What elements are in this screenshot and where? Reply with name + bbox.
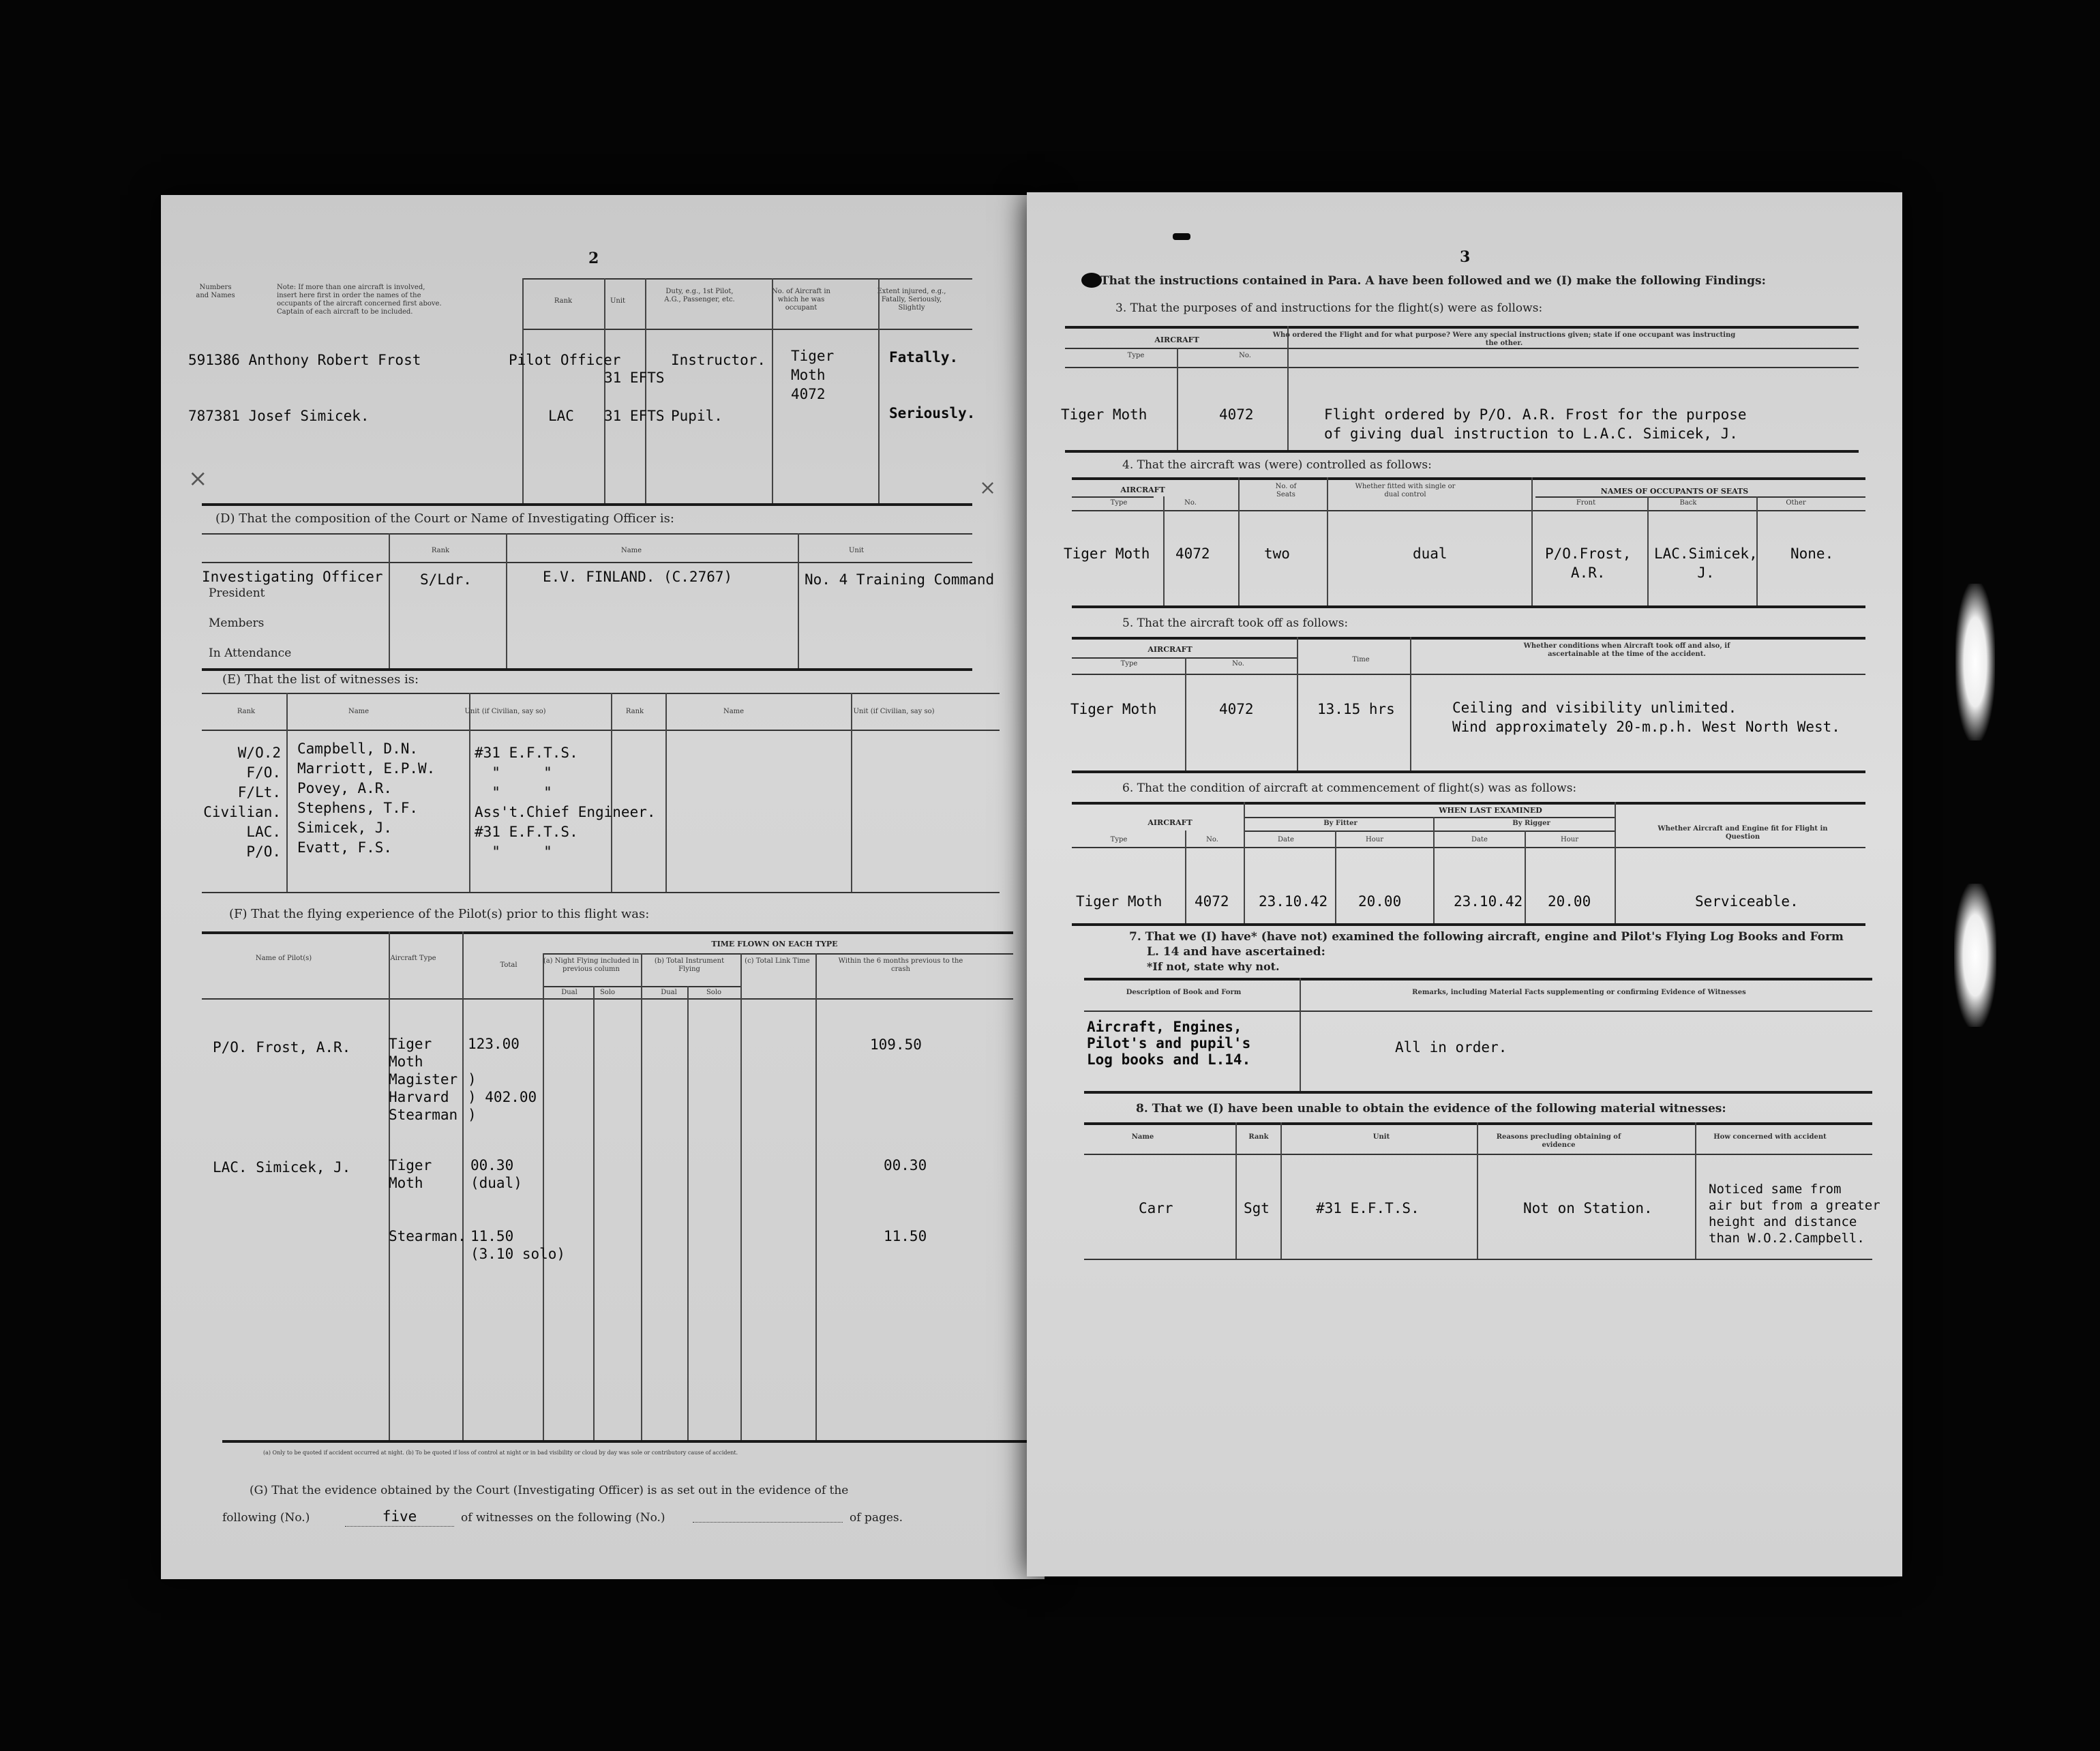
- footnotes: (a) Only to be quoted if accident occurred at night. (b) To be quoted if loss of control at night or in bad visibility or cloud by day was sole or contributory cause of accident.: [263, 1450, 738, 1456]
- person-duty: Pupil.: [671, 408, 723, 424]
- header-pilot-name: Name of Pilot(s): [255, 955, 312, 962]
- aircraft-type: Tiger Moth: [1070, 701, 1157, 717]
- aircraft-no: 4072: [1195, 893, 1229, 910]
- header-reasons: Reasons precluding obtaining of evidence: [1496, 1133, 1621, 1149]
- header-instrument: (b) Total Instrument Flying: [654, 957, 725, 973]
- section-g-following: following (No.): [222, 1511, 310, 1525]
- header-by-fitter: By Fitter: [1323, 820, 1358, 827]
- section-g-text: (G) That the evidence obtained by the Court (Investigating Officer) is as set out in the evidence of the: [250, 1484, 849, 1497]
- header-no: No.: [1184, 499, 1197, 507]
- aircraft-no: 4072: [1219, 701, 1254, 717]
- person-aircraft: Tiger Moth 4072: [791, 348, 835, 402]
- rigger-date: 23.10.42: [1454, 893, 1523, 910]
- section-6-title: 6. That the condition of aircraft at commencement of flight(s) was as follows:: [1122, 781, 1577, 795]
- takeoff-time: 13.15 hrs: [1317, 701, 1395, 717]
- weather-conditions: Ceiling and visibility unlimited. Wind approximately 20-m.p.h. West North West.: [1452, 700, 1840, 735]
- header-note: Note: If more than one aircraft is involved, insert here first in order the names of the occupants of the aircraft concerned first above. Captain of each aircraft to be included.: [277, 284, 442, 316]
- header-name: Name: [620, 547, 642, 554]
- person-extent: Seriously.: [889, 405, 976, 421]
- header-name: Name: [1131, 1133, 1154, 1141]
- header-seats: No. of Seats: [1275, 483, 1297, 498]
- glare-artifact: [1954, 884, 1996, 1027]
- header-when-last-examined: WHEN LAST EXAMINED: [1439, 806, 1542, 815]
- cross-mark: ⨯: [188, 465, 208, 492]
- header-hour: Hour: [1366, 836, 1383, 843]
- page-number: 3: [1460, 248, 1471, 266]
- header-aircraft: AIRCRAFT: [1148, 645, 1192, 654]
- person-unit: 31 EFTS: [604, 408, 665, 424]
- fitter-hour: 20.00: [1358, 893, 1402, 910]
- person-rank: LAC: [548, 408, 574, 424]
- findings-intro: That the instructions contained in Para. A have been followed and we (I) make the following Findings:: [1100, 274, 1766, 288]
- section-5-title: 5. That the aircraft took off as follows:: [1122, 616, 1349, 630]
- witness-how-concerned: Noticed same from air but from a greater height and distance than W.O.2.Campbell.: [1709, 1182, 1880, 1246]
- header-unit: Unit (if Civilian, say so): [464, 708, 546, 715]
- section-g-of-pages: of pages.: [850, 1511, 903, 1525]
- aircraft-type: Tiger Moth: [1061, 406, 1148, 423]
- header-rank: Rank: [625, 708, 644, 715]
- pilot-name: LAC. Simicek, J.: [213, 1159, 351, 1176]
- officer-unit: No. 4 Training Command: [805, 571, 995, 588]
- person-duty: Instructor.: [671, 352, 766, 368]
- witness-units: #31 E.F.T.S. " " " " Ass't.Chief Engineer. #31 E.F.T.S. " ": [475, 745, 656, 860]
- section-7-title-line2: L. 14 and have ascertained:: [1147, 945, 1325, 959]
- header-no: No.: [1239, 352, 1251, 359]
- header-hour: Hour: [1561, 836, 1578, 843]
- header-aircraft-no: No. of Aircraft in which he was occupant: [772, 288, 830, 312]
- header-total: Total: [500, 961, 518, 969]
- pilot-within-6-months: 00.30 11.50: [884, 1157, 927, 1244]
- header-night: (a) Night Flying included in previous column: [543, 957, 640, 973]
- header-how-concerned: How concerned with accident: [1713, 1133, 1827, 1141]
- occupant-front: P/O.Frost, A.R.: [1545, 545, 1632, 581]
- serviceable-status: Serviceable.: [1695, 893, 1799, 910]
- aircraft-no: 4072: [1175, 545, 1210, 562]
- header-control: Whether fitted with single or dual control: [1355, 483, 1456, 498]
- header-extent: Extent injured, e.g., Fatally, Seriously, Slightly: [877, 288, 946, 312]
- header-by-rigger: By Rigger: [1512, 820, 1550, 827]
- header-no: No.: [1206, 836, 1218, 843]
- right-page: [1027, 192, 1902, 1576]
- pilot-name: P/O. Frost, A.R.: [213, 1039, 351, 1056]
- header-aircraft: AIRCRAFT: [1120, 485, 1165, 494]
- aircraft-type: Tiger Moth: [1064, 545, 1150, 562]
- header-link: (c) Total Link Time: [745, 957, 810, 965]
- header-unit: Unit: [848, 547, 865, 554]
- person-name: 591386 Anthony Robert Frost: [188, 352, 421, 368]
- header-rank: Rank: [1248, 1133, 1269, 1141]
- header-whether-fit: Whether Aircraft and Engine fit for Flight in Question: [1657, 825, 1828, 841]
- occupant-back: LAC.Simicek, J.: [1654, 545, 1758, 581]
- header-dual: Dual: [661, 989, 677, 996]
- header-rank: Rank: [431, 547, 450, 554]
- header-no: No.: [1232, 660, 1244, 668]
- header-duty: Duty, e.g., 1st Pilot, A.G., Passenger, etc.: [664, 288, 735, 303]
- header-solo: Solo: [599, 989, 616, 996]
- section-7-title: 7. That we (I) have* (have not) examined the following aircraft, engine and Pilot's Flying Log Books and Form: [1129, 930, 1844, 944]
- header-aircraft: AIRCRAFT: [1148, 818, 1192, 827]
- header-type: Type: [1127, 352, 1145, 359]
- header-time: Time: [1352, 656, 1370, 663]
- header-aircraft: AIRCRAFT: [1154, 335, 1199, 344]
- witness-rank: Sgt: [1244, 1200, 1270, 1216]
- header-name: Name: [723, 708, 745, 715]
- officer-name: E.V. FINLAND. (C.2767): [543, 569, 733, 585]
- section-e-title: (E) That the list of witnesses is:: [222, 672, 419, 687]
- left-page: [161, 195, 1045, 1579]
- header-within-6-months: Within the 6 months previous to the crash: [838, 957, 963, 973]
- pilot-totals: 00.30 (dual) 11.50 (3.10 solo): [470, 1157, 566, 1262]
- header-weather: Whether conditions when Aircraft took off and also, if ascertainable at the time of the accident.: [1523, 642, 1730, 658]
- section-7-note: *If not, state why not.: [1147, 960, 1280, 973]
- header-rank: Rank: [237, 708, 256, 715]
- header-front: Front: [1576, 499, 1596, 507]
- officer-rank: S/Ldr.: [420, 571, 472, 588]
- fitter-date: 23.10.42: [1259, 893, 1328, 910]
- header-numbers-names: Numbers and Names: [196, 284, 235, 299]
- header-name: Name: [348, 708, 370, 715]
- witness-unit: #31 E.F.T.S.: [1316, 1200, 1420, 1216]
- header-type: Type: [1110, 499, 1128, 507]
- person-unit: 31 EFTS: [604, 370, 665, 386]
- flight-purpose: Flight ordered by P/O. A.R. Frost for the purpose of giving dual instruction to L.A.C. Simicek, J.: [1324, 406, 1747, 442]
- header-who-ordered: Who ordered the Flight and for what purpose? Were any special instructions given; state if one occupant was instructing the other.: [1272, 331, 1736, 347]
- header-description: Description of Book and Form: [1126, 989, 1242, 996]
- time-flown-header: TIME FLOWN ON EACH TYPE: [711, 940, 838, 948]
- log-books-description: Aircraft, Engines, Pilot's and pupil's Log books and L.14.: [1087, 1019, 1251, 1068]
- header-type: Type: [1110, 836, 1128, 843]
- header-back: Back: [1679, 499, 1697, 507]
- header-unit: Unit (if Civilian, say so): [853, 708, 935, 715]
- aircraft-no: 4072: [1219, 406, 1254, 423]
- number-of-seats: two: [1264, 545, 1290, 562]
- pilot-within-6-months: 109.50: [870, 1036, 922, 1053]
- header-occupants: NAMES OF OCCUPANTS OF SEATS: [1600, 487, 1749, 496]
- aircraft-type: Tiger Moth: [1076, 893, 1162, 910]
- section-d-title: (D) That the composition of the Court or Name of Investigating Officer is:: [215, 511, 674, 526]
- log-books-remarks: All in order.: [1395, 1039, 1508, 1056]
- section-f-title: (F) That the flying experience of the Pilot(s) prior to this flight was:: [229, 907, 650, 921]
- section-3-title: 3. That the purposes of and instructions for the flight(s) were as follows:: [1115, 301, 1543, 315]
- glare-artifact: [1955, 584, 1995, 740]
- president-label: President: [209, 586, 265, 600]
- control-type: dual: [1413, 545, 1448, 562]
- header-unit: Unit: [610, 297, 626, 305]
- witness-ranks: W/O.2 F/O. F/Lt. Civilian. LAC. P/O.: [203, 745, 281, 860]
- person-rank: Pilot Officer: [509, 352, 621, 368]
- members-label: Members: [209, 616, 265, 630]
- header-remarks: Remarks, including Material Facts supplementing or confirming Evidence of Witnesses: [1412, 989, 1746, 996]
- section-8-title: 8. That we (I) have been unable to obtain the evidence of the following material witnesses:: [1136, 1102, 1726, 1116]
- header-date: Date: [1471, 836, 1488, 843]
- section-g-of-witnesses: of witnesses on the following (No.): [461, 1511, 665, 1525]
- pilot-aircraft-types: Tiger Moth Stearman.: [389, 1157, 466, 1244]
- occupant-other: None.: [1790, 545, 1834, 562]
- rigger-hour: 20.00: [1548, 893, 1591, 910]
- witness-reason: Not on Station.: [1523, 1200, 1653, 1216]
- header-date: Date: [1278, 836, 1294, 843]
- witness-names: Campbell, D.N. Marriott, E.P.W. Povey, A.R. Stephens, T.F. Simicek, J. Evatt, F.S.: [297, 740, 436, 856]
- page-number: 2: [588, 250, 599, 267]
- pilot-totals: 123.00 ) ) 402.00 ): [468, 1036, 537, 1123]
- person-extent: Fatally.: [889, 349, 959, 365]
- person-name: 787381 Josef Simicek.: [188, 408, 370, 424]
- header-rank: Rank: [554, 297, 573, 305]
- cross-mark: ⨯: [979, 476, 997, 500]
- header-unit: Unit: [1372, 1133, 1390, 1141]
- witness-name: Carr: [1139, 1200, 1173, 1216]
- pilot-aircraft-types: Tiger Moth Magister Harvard Stearman: [389, 1036, 458, 1123]
- header-dual: Dual: [561, 989, 578, 996]
- header-type: Type: [1120, 660, 1138, 668]
- header-aircraft-type: Aircraft Type: [390, 955, 436, 962]
- header-solo: Solo: [706, 989, 722, 996]
- in-attendance-label: In Attendance: [209, 646, 292, 660]
- investigating-officer-label: Investigating Officer: [202, 569, 383, 585]
- section-4-title: 4. That the aircraft was (were) controlled as follows:: [1122, 458, 1432, 472]
- header-other: Other: [1786, 499, 1806, 507]
- witness-count: five: [345, 1507, 454, 1527]
